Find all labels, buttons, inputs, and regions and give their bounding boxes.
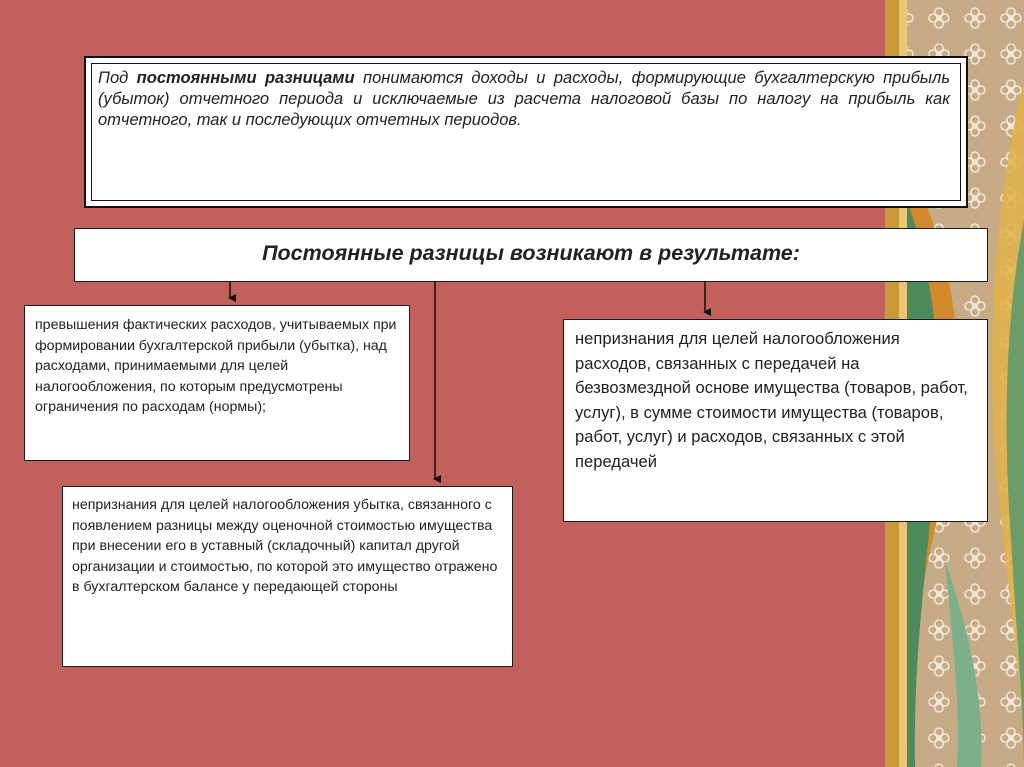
heading-text: Постоянные разницы возникают в результате:	[262, 241, 800, 265]
item-text-1: превышения фактических расходов, учитываемых при формировании бухгалтерской прибыли (убытка), над расходами, принимаемыми для целей налогообложения, по которым предусмотрены ограничения по расходам (нормы);	[35, 317, 397, 415]
definition-lead: Под	[98, 69, 137, 87]
item-text-2: непризнания для целей налогообложения убытка, связанного с появлением разницы между оценочной стоимостью имущества при внесении его в уставный (складочный) капитал другой организации и стоимостью, по которой это имущество отражено в бухгалтерском балансе у передающей стороны	[72, 497, 498, 595]
item-text-3: непризнания для целей налогообложения расходов, связанных с передачей на безвозмездной основе имущества (товаров, работ, услуг), в сумме стоимости имущества (товаров, работ, услуг) и расходов, связанных с этой передачей	[575, 329, 968, 471]
item-box-1	[24, 305, 410, 461]
item-box-2	[62, 486, 513, 667]
definition-term: постоянными разницами	[136, 69, 355, 87]
definition-rest: понимаются доходы и расходы, формирующие бухгалтерскую прибыль (убыток) отчетного периода и исключаемые из расчета налоговой базы по налогу на прибыль как отчетного, так и последующих отчетных периодов.	[98, 69, 950, 129]
item-box-3	[563, 319, 988, 522]
